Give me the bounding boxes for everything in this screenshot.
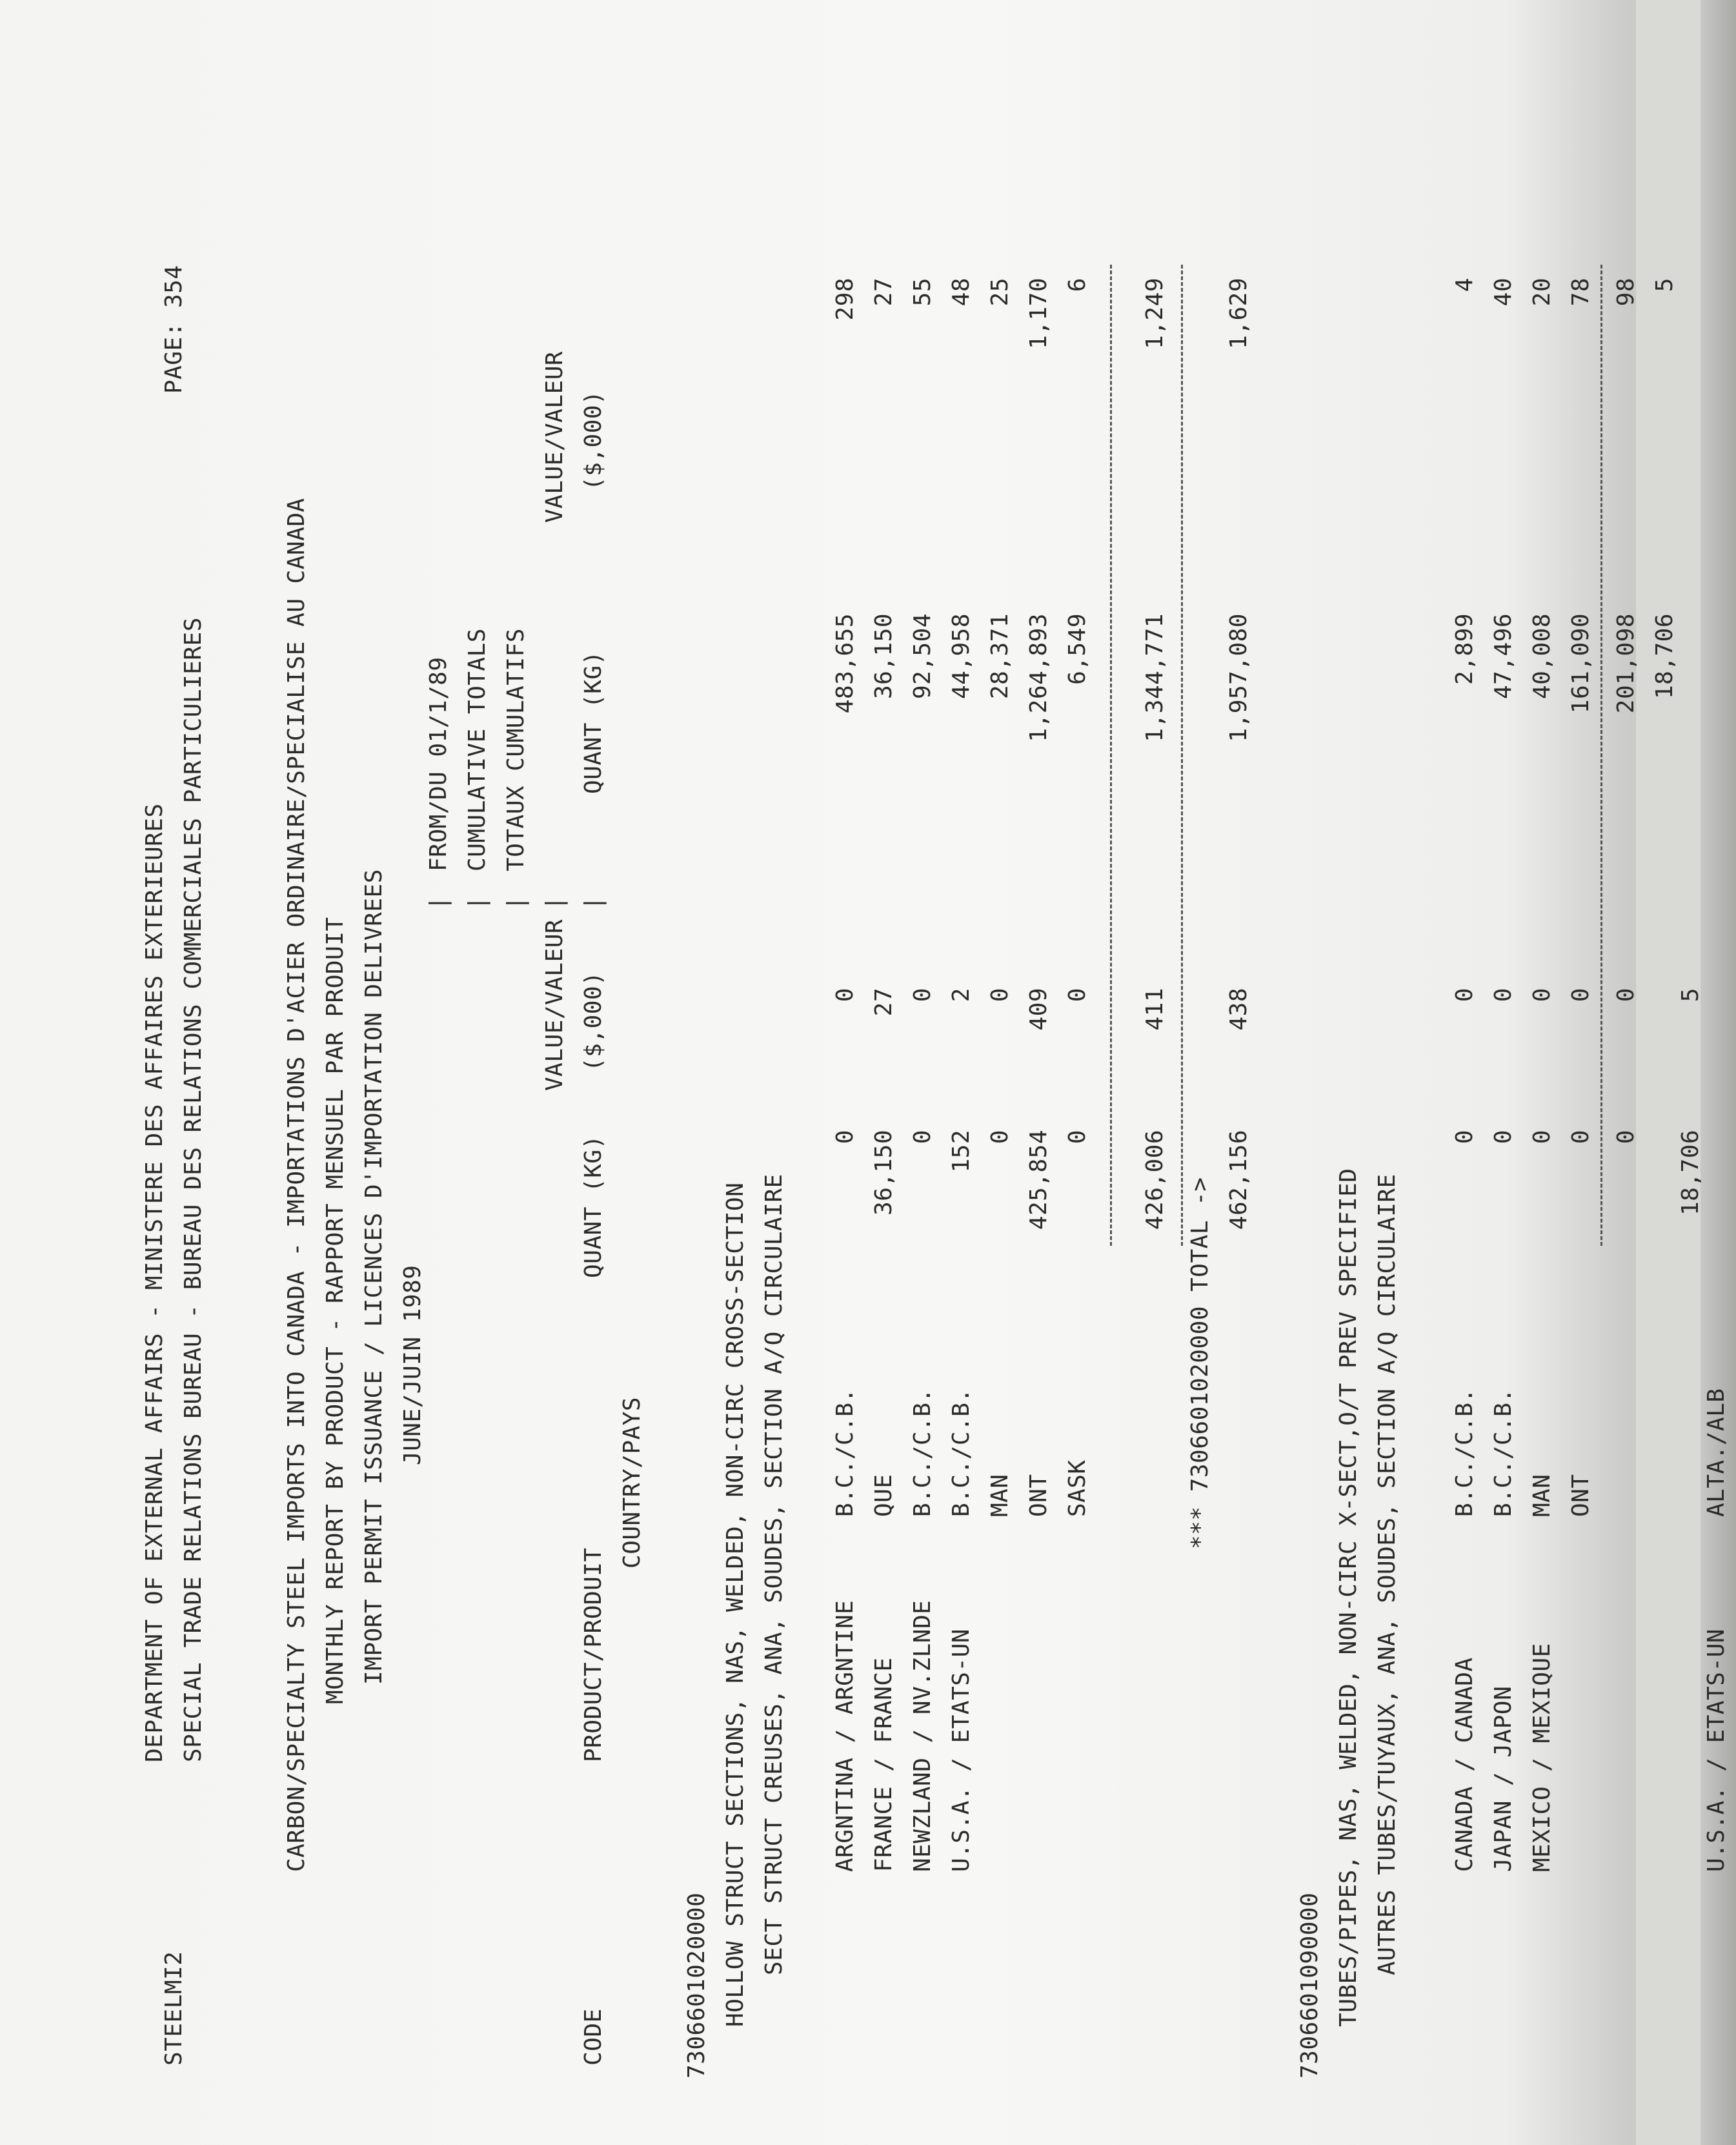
s1-row-value: 409 — [1025, 988, 1052, 1031]
s1-row-quant-cum: 28,371 — [987, 613, 1013, 700]
section-1-desc-en: HOLLOW STRUCT SECTIONS, NAS, WELDED, NON-CIRC CROSS-SECTION — [722, 1182, 749, 2027]
s2-subtotal-quant: 0 — [1613, 1130, 1639, 1144]
s2-row-value-cum: 40 — [1490, 278, 1517, 307]
s1-row-value: 2 — [948, 988, 974, 1002]
cumulative-totals: CUMULATIVE TOTALS — [464, 628, 490, 871]
subtotal-rule — [1110, 265, 1112, 1246]
s1-row-value: 0 — [987, 988, 1013, 1002]
s1-row-value: 0 — [1064, 988, 1091, 1002]
s2-row-prov: ONT — [1568, 1474, 1594, 1517]
s1-total-value-cum: 1,629 — [1226, 278, 1252, 349]
s2-row-country: MEXICO / MEXIQUE — [1529, 1643, 1555, 1872]
from-date: FROM/DU 01/1/89 — [425, 656, 452, 871]
col-value-cum-header: VALUE/VALEUR — [541, 351, 568, 523]
s2-row-quant: 0 — [1529, 1130, 1555, 1144]
s2-last-quant: 18,706 — [1677, 1130, 1704, 1216]
s1-row-quant: 0 — [832, 1130, 858, 1144]
s2-row-quant: 0 — [1490, 1130, 1517, 1144]
col-country-header: COUNTRY/PAYS — [619, 1396, 645, 1569]
section-2-code: 7306601090000 — [1297, 1892, 1323, 2079]
col-quant-header: QUANT (KG) — [580, 1135, 607, 1278]
s1-row-prov: ONT — [1025, 1474, 1052, 1517]
s2-row-quant-cum: 47,496 — [1490, 613, 1517, 700]
s2-row-value: 0 — [1451, 988, 1478, 1002]
s1-row-value-cum: 48 — [948, 278, 974, 307]
section-2-desc-fr: AUTRES TUBES/TUYAUX, ANA, SOUDES, SECTION A/Q CIRCULAIRE — [1374, 1174, 1400, 1975]
s2-row-country: CANADA / CANADA — [1451, 1657, 1478, 1872]
section-1-code: 7306601020000 — [683, 1892, 710, 2079]
s2-row-country: JAPAN / JAPON — [1490, 1685, 1517, 1872]
s1-row-quant-cum: 483,655 — [832, 613, 858, 714]
s2-last-prov: ALTA./ALB — [1703, 1388, 1730, 1517]
s1-total-quant: 462,156 — [1226, 1130, 1252, 1230]
s1-row-quant: 152 — [948, 1130, 974, 1173]
s1-total-label: *** 7306601020000 TOTAL -> — [1187, 1177, 1213, 1549]
col-product-header: PRODUCT/PRODUIT — [580, 1547, 607, 1762]
col-value-header: VALUE/VALEUR — [541, 919, 568, 1091]
s1-row-prov: SASK — [1064, 1459, 1091, 1517]
s1-row-prov: B.C./C.B. — [948, 1388, 974, 1517]
s1-row-prov: QUE — [871, 1474, 897, 1517]
s1-row-prov: B.C./C.B. — [909, 1388, 936, 1517]
s1-row-value-cum: 27 — [871, 278, 897, 307]
total-rule — [1181, 265, 1183, 1246]
s2-row-value-cum: 78 — [1568, 278, 1594, 307]
dept-line-1: DEPARTMENT OF EXTERNAL AFFAIRS - MINISTERE DES AFFAIRES EXTERIEURES — [141, 803, 168, 1762]
s1-row-value: 0 — [832, 988, 858, 1002]
s1-row-value-cum: 25 — [987, 278, 1013, 307]
s2-row-quant-cum: 40,008 — [1529, 613, 1555, 700]
s2-subtotal-value: 0 — [1613, 988, 1639, 1002]
s1-row-quant-cum: 92,504 — [909, 613, 936, 700]
separator-bar: | — [464, 895, 490, 910]
s2-row-value-cum: 4 — [1451, 278, 1478, 292]
section-1-desc-fr: SECT STRUCT CREUSES, ANA, SOUDES, SECTION A/Q CIRCULAIRE — [761, 1174, 787, 1975]
s1-row-value-cum: 1,170 — [1025, 278, 1052, 349]
s1-row-prov: MAN — [987, 1474, 1013, 1517]
separator-bar: | — [503, 895, 529, 910]
s2-last-value-cum: 5 — [1651, 278, 1678, 292]
s1-row-value: 27 — [871, 988, 897, 1017]
s1-row-value: 0 — [909, 988, 936, 1002]
s2-row-value: 0 — [1490, 988, 1517, 1002]
s2-row-value: 0 — [1568, 988, 1594, 1002]
s1-row-quant: 0 — [909, 1130, 936, 1144]
s1-row-quant-cum: 6,549 — [1064, 613, 1091, 685]
separator-bar: | — [580, 895, 607, 910]
s2-row-prov: B.C./C.B. — [1451, 1388, 1478, 1517]
col-value-unit: ($,000) — [580, 971, 607, 1072]
dept-line-2: SPECIAL TRADE RELATIONS BUREAU - BUREAU DES RELATIONS COMMERCIALES PARTICULIERES — [180, 617, 207, 1762]
s2-row-value-cum: 20 — [1529, 278, 1555, 307]
s1-row-value-cum: 55 — [909, 278, 936, 307]
s1-row-quant-cum: 36,150 — [871, 613, 897, 700]
s2-row-prov: B.C./C.B. — [1490, 1388, 1517, 1517]
section-2-desc-en: TUBES/PIPES, NAS, WELDED, NON-CIRC X-SECT,O/T PREV SPECIFIED — [1335, 1168, 1362, 2027]
separator-bar: | — [541, 895, 568, 910]
s1-row-prov: B.C./C.B. — [832, 1388, 858, 1517]
s1-row-quant-cum: 44,958 — [948, 613, 974, 700]
subtotal-rule — [1600, 265, 1602, 1246]
col-code-header: CODE — [580, 2008, 607, 2066]
s1-subtotal-value-cum: 1,249 — [1142, 278, 1168, 349]
totaux-cumulatifs: TOTAUX CUMULATIFS — [503, 628, 529, 871]
s1-row-value-cum: 6 — [1064, 278, 1091, 292]
s1-subtotal-value: 411 — [1142, 988, 1168, 1031]
s1-row-quant: 0 — [1064, 1130, 1091, 1144]
s2-row-prov: MAN — [1529, 1474, 1555, 1517]
s1-subtotal-quant-cum: 1,344,771 — [1142, 613, 1168, 742]
rotated-report — [116, 148, 1730, 2085]
title-line-4: JUNE/JUIN 1989 — [399, 1265, 426, 1465]
s1-row-country: FRANCE / FRANCE — [871, 1657, 897, 1872]
s1-row-value-cum: 298 — [832, 278, 858, 321]
s1-row-quant: 0 — [987, 1130, 1013, 1144]
s2-last-quant-cum: 18,706 — [1651, 613, 1678, 700]
s2-last-value: 5 — [1677, 988, 1704, 1002]
title-line-3: IMPORT PERMIT ISSUANCE / LICENCES D'IMPORTATION DELIVREES — [361, 869, 387, 1685]
col-value-cum-unit: ($,000) — [580, 390, 607, 491]
report-id: STEELMI2 — [161, 1951, 187, 2066]
s1-row-quant-cum: 1,264,893 — [1025, 613, 1052, 742]
title-line-1: CARBON/SPECIALTY STEEL IMPORTS INTO CANADA - IMPORTATIONS D'ACIER ORDINAIRE/SPECIALISE AU CANADA — [283, 498, 310, 1872]
s2-row-quant-cum: 2,899 — [1451, 613, 1478, 685]
s2-subtotal-quant-cum: 201,098 — [1613, 613, 1639, 714]
s1-total-quant-cum: 1,957,080 — [1226, 613, 1252, 742]
s2-row-quant: 0 — [1451, 1130, 1478, 1144]
s2-row-value: 0 — [1529, 988, 1555, 1002]
s2-row-quant-cum: 161,090 — [1568, 613, 1594, 714]
s2-row-quant: 0 — [1568, 1130, 1594, 1144]
separator-bar: | — [425, 895, 452, 910]
col-quant-cum-header: QUANT (KG) — [580, 651, 607, 794]
s1-row-country: NEWZLAND / NV.ZLNDE — [909, 1600, 936, 1872]
s1-row-quant: 425,854 — [1025, 1130, 1052, 1230]
title-line-2: MONTHLY REPORT BY PRODUCT - RAPPORT MENSUEL PAR PRODUIT — [322, 917, 348, 1704]
s1-row-country: U.S.A. / ETATS-UN — [948, 1629, 974, 1872]
page-number: PAGE: 354 — [161, 265, 187, 394]
s1-row-country: ARGNTINA / ARGNTINE — [832, 1600, 858, 1872]
s1-row-quant: 36,150 — [871, 1130, 897, 1216]
s1-total-value: 438 — [1226, 988, 1252, 1031]
s1-subtotal-quant: 426,006 — [1142, 1130, 1168, 1230]
s2-last-country: U.S.A. / ETATS-UN — [1703, 1629, 1730, 1872]
s2-subtotal-value-cum: 98 — [1613, 278, 1639, 307]
